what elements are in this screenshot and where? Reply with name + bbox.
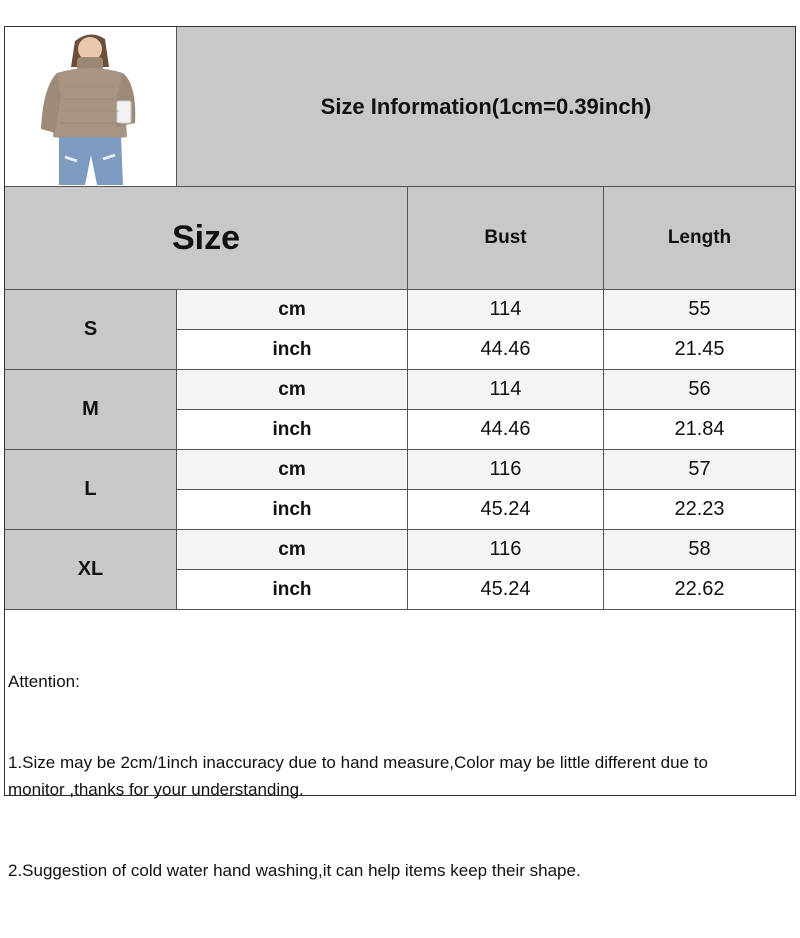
column-header-bust: Bust: [408, 187, 604, 290]
column-header-length: Length: [604, 187, 795, 290]
table-cell: 114: [408, 370, 604, 410]
size-label-m: M: [5, 370, 177, 450]
attention-notes: [5, 610, 775, 880]
size-label-l: L: [5, 450, 177, 530]
table-cell: 45.24: [408, 490, 604, 530]
table-cell: 22.62: [604, 570, 795, 610]
table-row: inch: [177, 330, 408, 370]
table-cell: 116: [408, 450, 604, 490]
size-header: Size: [5, 187, 408, 290]
table-cell: 22.23: [604, 490, 795, 530]
title-text: Size Information(1cm=0.39inch): [320, 93, 652, 119]
size-chart: [4, 26, 796, 880]
notes-heading: Attention:: [8, 672, 80, 691]
table-row: cm: [177, 530, 408, 570]
table-cell: 57: [604, 450, 795, 490]
table-cell: 56: [604, 370, 795, 410]
table-row: cm: [177, 290, 408, 330]
table-cell: 44.46: [408, 410, 604, 450]
table-row: inch: [177, 570, 408, 610]
table-row: cm: [177, 370, 408, 410]
table-row: cm: [177, 450, 408, 490]
table-cell: 58: [604, 530, 795, 570]
table-cell: 114: [408, 290, 604, 330]
table-cell: 21.84: [604, 410, 795, 450]
size-label-s: S: [5, 290, 177, 370]
table-row: inch: [177, 410, 408, 450]
table-row: inch: [177, 490, 408, 530]
product-photo: [5, 27, 177, 187]
size-label-xl: XL: [5, 530, 177, 610]
table-cell: 21.45: [604, 330, 795, 370]
table-cell: 45.24: [408, 570, 604, 610]
table-cell: 55: [604, 290, 795, 330]
page-title: [177, 27, 795, 187]
notes-line-1: 1.Size may be 2cm/1inch inaccuracy due to hand measure,Color may be little different due to monitor ,thanks for your understanding.: [8, 753, 713, 799]
table-cell: 44.46: [408, 330, 604, 370]
table-cell: 116: [408, 530, 604, 570]
notes-line-2: 2.Suggestion of cold water hand washing,it can help items keep their shape.: [8, 861, 581, 880]
